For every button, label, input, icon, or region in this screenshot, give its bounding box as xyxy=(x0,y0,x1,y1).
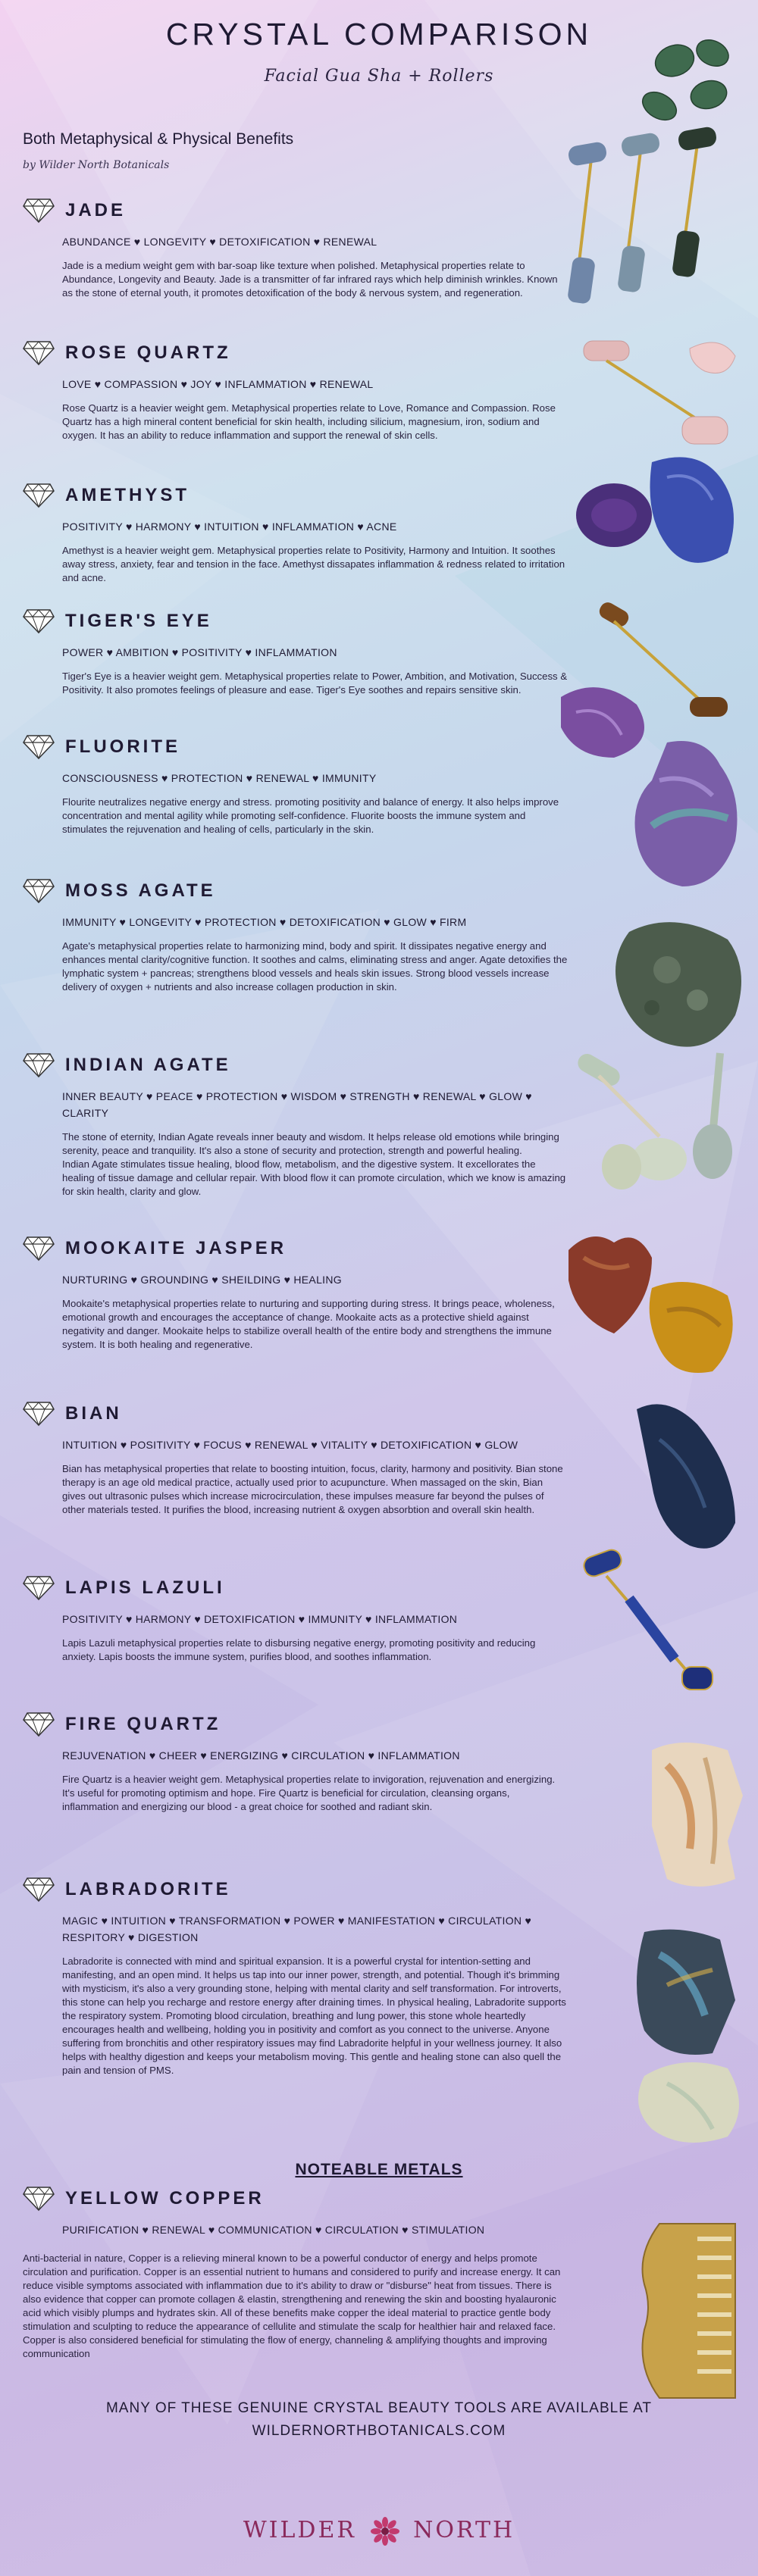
crystal-properties: POSITIVITY ♥ HARMONY ♥ INTUITION ♥ INFLAMMATION ♥ ACNE xyxy=(62,521,397,533)
section-fire-quartz xyxy=(23,1709,568,1814)
mookaite-tools-image xyxy=(561,1227,750,1394)
rose-quartz-tools-image xyxy=(576,333,750,455)
crystal-description: Labradorite is connected with mind and spiritual expansion. It is a powerful crystal for intention-setting and manifesting, and an open mind. It helps us tap into our inner power, strength, and potential. Though it's brimming with mysticism, it's also a very grounding stone, helping with mental clarity and self transformation. For introverts, this stone can help you recharge and restore energy after draining times. In physical healing, Labradorite supports the respiratory system. Promoting blood circulation, breathing and lung power, this stone whole heartedly encourages health and wellbeing, holding you in positivity and comfort as you connect to the universe. Anyone suffering from bronchitis and other respiratory issues may find Labradorite helpful in your wellness journey. It also helps with healthy digestion and keeps your metabolism moving. This gentle and healing stone can also quell the pain and tension of PMS. xyxy=(62,1955,566,2076)
section-tigers-eye xyxy=(23,606,568,697)
section-fluorite xyxy=(23,732,568,836)
page-subtitle: Facial Gua Sha + Rollers xyxy=(264,67,494,86)
crystal-name: MOSS AGATE xyxy=(65,880,216,901)
metal-name: YELLOW COPPER xyxy=(65,2188,265,2209)
fluorite-tool-image xyxy=(622,735,750,894)
diamond-icon xyxy=(23,878,55,904)
crystal-description: Amethyst is a heavier weight gem. Metaphysical properties relate to Positivity, Harmony and Intuition. It soothes away stress, anxiety, fear and tension in the face. Amethyst dissapates inflammation & redness related to irritation and acne. xyxy=(62,545,565,583)
labradorite-tools-image xyxy=(622,1924,750,2152)
crystal-description: Flourite neutralizes negative energy and stress. promoting positivity and balance of energy. It also helps improve concentration and mental agility while promoting self-confidence. Fluorite boosts the immune system and stimulates the rejuvenation and healing of cells, particularly in the skin. xyxy=(62,796,559,835)
amethyst-tools-image xyxy=(568,447,750,576)
crystal-description: Agate's metaphysical properties relate to harmonizing mind, body and spirit. It dissipates negative energy and enhances mental clarity/cognitive function. It soothes and calms, eliminating stress and anger. Agate detoxifies the lymphatic system + pancreas; strengthens blood vessels and heals skin issues. Strong blood vessels increase delivery of oxygen + nutrients and also increase collagen production in skin. xyxy=(62,940,568,993)
crystal-description: The stone of eternity, Indian Agate reveals inner beauty and wisdom. It helps release old emotions while bringing serenity, peace and tranquility. It's also a stone of security and protection, strength and powerful healing. Indian Agate stimulates tissue healing, blood flow, metabolism, and the digestive system. It excellorates the healing of tissue damage and cellular repair. With blood flow it can promote circulation, which we know is amazing for skin health, clarity and glow. xyxy=(62,1131,566,1197)
diamond-icon xyxy=(23,483,55,508)
diamond-icon xyxy=(23,198,55,224)
crystal-properties: INTUITION ♥ POSITIVITY ♥ FOCUS ♥ RENEWAL ♥ VITALITY ♥ DETOXIFICATION ♥ GLOW xyxy=(62,1439,518,1451)
crystal-properties: ABUNDANCE ♥ LONGEVITY ♥ DETOXIFICATION ♥ RENEWAL xyxy=(62,236,377,248)
crystal-name: BIAN xyxy=(65,1403,122,1424)
section-amethyst xyxy=(23,480,568,585)
page-title: CRYSTAL COMPARISON xyxy=(165,17,593,52)
crystal-name: FIRE QUARTZ xyxy=(65,1714,221,1734)
crystal-properties: POSITIVITY ♥ HARMONY ♥ DETOXIFICATION ♥ IMMUNITY ♥ INFLAMMATION xyxy=(62,1613,458,1625)
crystal-description: Bian has metaphysical properties that relate to boosting intuition, focus, clarity, harmony and positivity. Bian stone therapy is an age old medical practice, actually used prior to acupuncture. When massaged on the skin, Bian gives out ultrasonic pulses which increase microcirculation, these impulses measure far beyond the pulses of other materials tested. It purifies the blood, increasing nutrient & oxygen absorbtion and overall skin health. xyxy=(62,1463,563,1515)
diamond-icon xyxy=(23,2186,55,2212)
metal-properties: PURIFICATION ♥ RENEWAL ♥ COMMUNICATION ♥ CIRCULATION ♥ STIMULATION xyxy=(62,2224,485,2236)
footer-website: WILDERNORTHBOTANICALS.COM xyxy=(252,2423,506,2439)
crystal-description: Lapis Lazuli metaphysical properties relate to disbursing negative energy, promoting positivity and reducing anxiety. Lapis boosts the immune system, purifies blood, and soothes inflammation. xyxy=(62,1637,536,1662)
diamond-icon xyxy=(23,1052,55,1078)
crystal-description: Tiger's Eye is a heavier weight gem. Metaphysical properties relate to Power, Ambition, and Motivation, Success & Positivity. It also promotes feelings of pleasure and ease. Tiger's Eye soothes and repairs sensitive skin. xyxy=(62,671,568,696)
crystal-properties: NURTURING ♥ GROUNDING ♥ SHEILDING ♥ HEALING xyxy=(62,1274,342,1286)
crystal-name: ROSE QUARTZ xyxy=(65,342,231,363)
section-mookaite-jasper xyxy=(23,1233,568,1352)
section-yellow-copper xyxy=(23,2184,568,2361)
crystal-properties: REJUVENATION ♥ CHEER ♥ ENERGIZING ♥ CIRCULATION ♥ INFLAMMATION xyxy=(62,1749,460,1762)
crystal-properties: CONSCIOUSNESS ♥ PROTECTION ♥ RENEWAL ♥ IMMUNITY xyxy=(62,772,377,784)
indian-agate-tools-image xyxy=(576,1046,743,1197)
section-labradorite xyxy=(23,1874,568,2077)
section-lapis-lazuli xyxy=(23,1573,568,1664)
brand-left: WILDER xyxy=(243,2517,356,2543)
diamond-icon xyxy=(23,1712,55,1737)
crystal-properties: INNER BEAUTY ♥ PEACE ♥ PROTECTION ♥ WISDOM ♥ STRENGTH ♥ RENEWAL ♥ GLOW ♥ CLARITY xyxy=(62,1090,532,1119)
diamond-icon xyxy=(23,608,55,634)
bian-tool-image xyxy=(622,1394,750,1561)
crystal-name: MOOKAITE JASPER xyxy=(65,1238,287,1258)
crystal-name: AMETHYST xyxy=(65,485,190,505)
footer-availability: MANY OF THESE GENUINE CRYSTAL BEAUTY TOOLS ARE AVAILABLE AT xyxy=(105,2400,652,2416)
crystal-description: Rose Quartz is a heavier weight gem. Metaphysical properties relate to Love, Romance and Compassion. Rose Quartz has a high mineral content beneficial for skin health, including silicium, magnesium, iron, sodium and oxygen. It has an ability to reduce inflammation and support the renewal of skin cells. xyxy=(62,402,556,441)
crystal-name: JADE xyxy=(65,200,127,220)
brand-logo xyxy=(0,2517,758,2546)
moss-agate-tool-image xyxy=(606,917,750,1053)
crystal-name: INDIAN AGATE xyxy=(65,1055,231,1075)
metals-heading: NOTEABLE METALS xyxy=(295,2161,463,2178)
crystal-properties: POWER ♥ AMBITION ♥ POSITIVITY ♥ INFLAMMATION xyxy=(62,646,337,658)
copper-comb-image xyxy=(629,2216,750,2406)
tagline: Both Metaphysical & Physical Benefits xyxy=(23,130,294,148)
diamond-icon xyxy=(23,340,55,366)
diamond-icon xyxy=(23,734,55,760)
crystal-name: TIGER'S EYE xyxy=(65,611,212,631)
flower-icon xyxy=(371,2517,399,2546)
crystal-description: Jade is a medium weight gem with bar-soap like texture when polished. Metaphysical properties relate to Abundance, Longevity and Beauty. Jade is a transmitter of far infrared rays which help diminish wrinkles. Known as the stone of eternal youth, it promotes detoxification of the body & nervous system, and regeneration. xyxy=(62,260,558,299)
section-indian-agate xyxy=(23,1050,568,1199)
byline: by Wilder North Botanicals xyxy=(23,159,170,171)
jade-tools-image xyxy=(553,30,750,349)
brand-right: NORTH xyxy=(413,2517,515,2543)
crystal-name: FLUORITE xyxy=(65,736,180,757)
diamond-icon xyxy=(23,1401,55,1427)
section-moss-agate xyxy=(23,876,568,994)
crystal-properties: IMMUNITY ♥ LONGEVITY ♥ PROTECTION ♥ DETOXIFICATION ♥ GLOW ♥ FIRM xyxy=(62,916,467,928)
section-rose-quartz xyxy=(23,338,568,442)
crystal-properties: LOVE ♥ COMPASSION ♥ JOY ♥ INFLAMMATION ♥ RENEWAL xyxy=(62,378,374,390)
fire-quartz-tool-image xyxy=(637,1735,750,1894)
section-jade xyxy=(23,195,568,300)
metal-description: Anti-bacterial in nature, Copper is a relieving mineral known to be a powerful conductor of energy and helps promote circulation and purification. Copper is an essential nutrient to humans and considered to purify and increase energy. It can reduce visible symptoms associated with inflammation due to it's ability to draw or "disburse" heat from tissues. There is also evidence that copper can promote collagen & elastin, strengthening and renewing the skin and boosting hyalauronic acid which visibly plumps and hydrates skin. All of these benefits make copper the ideal material to practice gentle body stimulation and sculpting to reduce the appearance of cellulite and stimulate the scalp for healthier hair and relaxed face. Copper is also considered beneficial for stimulating the flow of energy, channeling & amplifying thoughts and improving communication xyxy=(23,2252,561,2359)
crystal-description: Fire Quartz is a heavier weight gem. Metaphysical properties relate to invigoration, rejuvenation and energizing. It's useful for promoting optimism and hope. Fire Quartz is beneficial for circulation, cleansing organs, inflammation and energizing our blood - a great choice for soothed and radiant skin. xyxy=(62,1774,556,1812)
crystal-name: LAPIS LAZULI xyxy=(65,1577,225,1598)
crystal-name: LABRADORITE xyxy=(65,1879,231,1899)
diamond-icon xyxy=(23,1236,55,1261)
diamond-icon xyxy=(23,1575,55,1601)
crystal-description: Mookaite's metaphysical properties relate to nurturing and supporting during stress. It brings peace, wholeness, emotional growth and encourages the acceptance of change. Mookaite acts as a protective shield against negativity and danger. Mookaite helps to stabilize overall health of the entire body and strengthens the immune system. It is both healing and regenerative. xyxy=(62,1298,555,1350)
lapis-lazuli-tool-image xyxy=(576,1546,743,1705)
crystal-properties: MAGIC ♥ INTUITION ♥ TRANSFORMATION ♥ POWER ♥ MANIFESTATION ♥ CIRCULATION ♥ RESPITORY ♥ DIGESTION xyxy=(62,1915,532,1943)
diamond-icon xyxy=(23,1877,55,1902)
section-bian xyxy=(23,1399,568,1517)
